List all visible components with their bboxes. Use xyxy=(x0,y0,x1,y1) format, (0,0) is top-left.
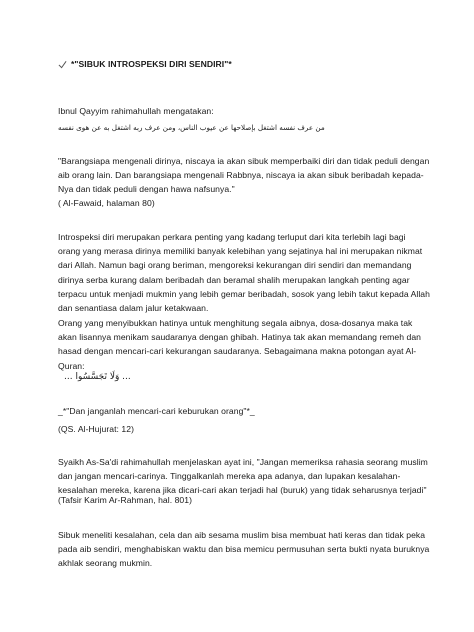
verse-translation: _*"Dan janganlah mencari-cari keburukan orang"*_ xyxy=(58,406,255,416)
translated-quote: "Barangsiapa mengenali dirinya, niscaya ia akan sibuk memperbaiki diri dan tidak peduli dengan aib orang lain. Dan barangsiapa mengenali Rabbnya, niscaya ia akan sibuk beribadah kepada-Nya dan tidak peduli dengan hawa nafsunya." xyxy=(58,156,430,195)
tafsir-source: (Tafsir Karim Ar-Rahman, hal. 801) xyxy=(58,495,192,505)
body-paragraph: Sibuk meneliti kesalahan, cela dan aib sesama muslim bisa membuat hati keras dan tidak peka pada aib sendiri, menghabiskan waktu dan bisa memicu permusuhan serta bukti nyata buruknya akhlak seorang mukmin. xyxy=(58,530,430,569)
intro-line: Ibnul Qayyim rahimahullah mengatakan: xyxy=(58,106,214,116)
title-text: *"SIBUK INTROSPEKSI DIRI SENDIRI"* xyxy=(71,59,232,69)
arabic-verse: ... وَلَا تَجَسَّسُوا ... xyxy=(64,372,131,382)
check-mark-icon xyxy=(58,60,67,69)
body-paragraph: Introspeksi diri merupakan perkara penting yang kadang terluput dari kita terlebih lagi bagi orang yang merasa dirinya memiliki banyak kelebihan yang sejatinya hal ini merupakan nikmat dari Allah. Namun bagi orang beriman, mengoreksi kekurangan diri sendiri dan memandang dirinya serba kurang dalam beribadah dan beramal shalih merupakan langkah penting agar terpacu untuk menjadi mukmin yang lebih gemar beribadah, sosok yang lebih takut kepada Allah dan senantiasa dalam jalur ketakwaan. xyxy=(58,232,430,314)
document-title xyxy=(58,57,430,71)
verse-source: (QS. Al-Hujurat: 12) xyxy=(58,424,134,434)
arabic-quote: من عرف نفسه اشتغل بإصلاحها عن عيوب الناس، ومن عرف ربه اشتغل به عن هوى نفسه xyxy=(58,123,325,132)
body-paragraph: Syaikh As-Sa'di rahimahullah menjelaskan ayat ini, "Jangan memeriksa rahasia seorang muslim dan jangan mencari-carinya. Tinggalkanlah mereka apa adanya, dan lupakan kesalahan-kesalahan mereka, karena jika dicari-cari akan terjadi hal (buruk) yang tidak seharusnya terjadi" xyxy=(58,457,428,496)
quote-source: ( Al-Fawaid, halaman 80) xyxy=(58,198,155,208)
body-paragraph: Orang yang menyibukkan hatinya untuk menghitung segala aibnya, dosa-dosanya maka tak akan lisannya menikam saudaranya dengan ghibah. Hatinya tak akan memandang remeh dan hasad dengan mencari-cari kekurangan saudaranya. Sebagaimana makna potongan ayat Al-Quran: xyxy=(58,318,421,371)
